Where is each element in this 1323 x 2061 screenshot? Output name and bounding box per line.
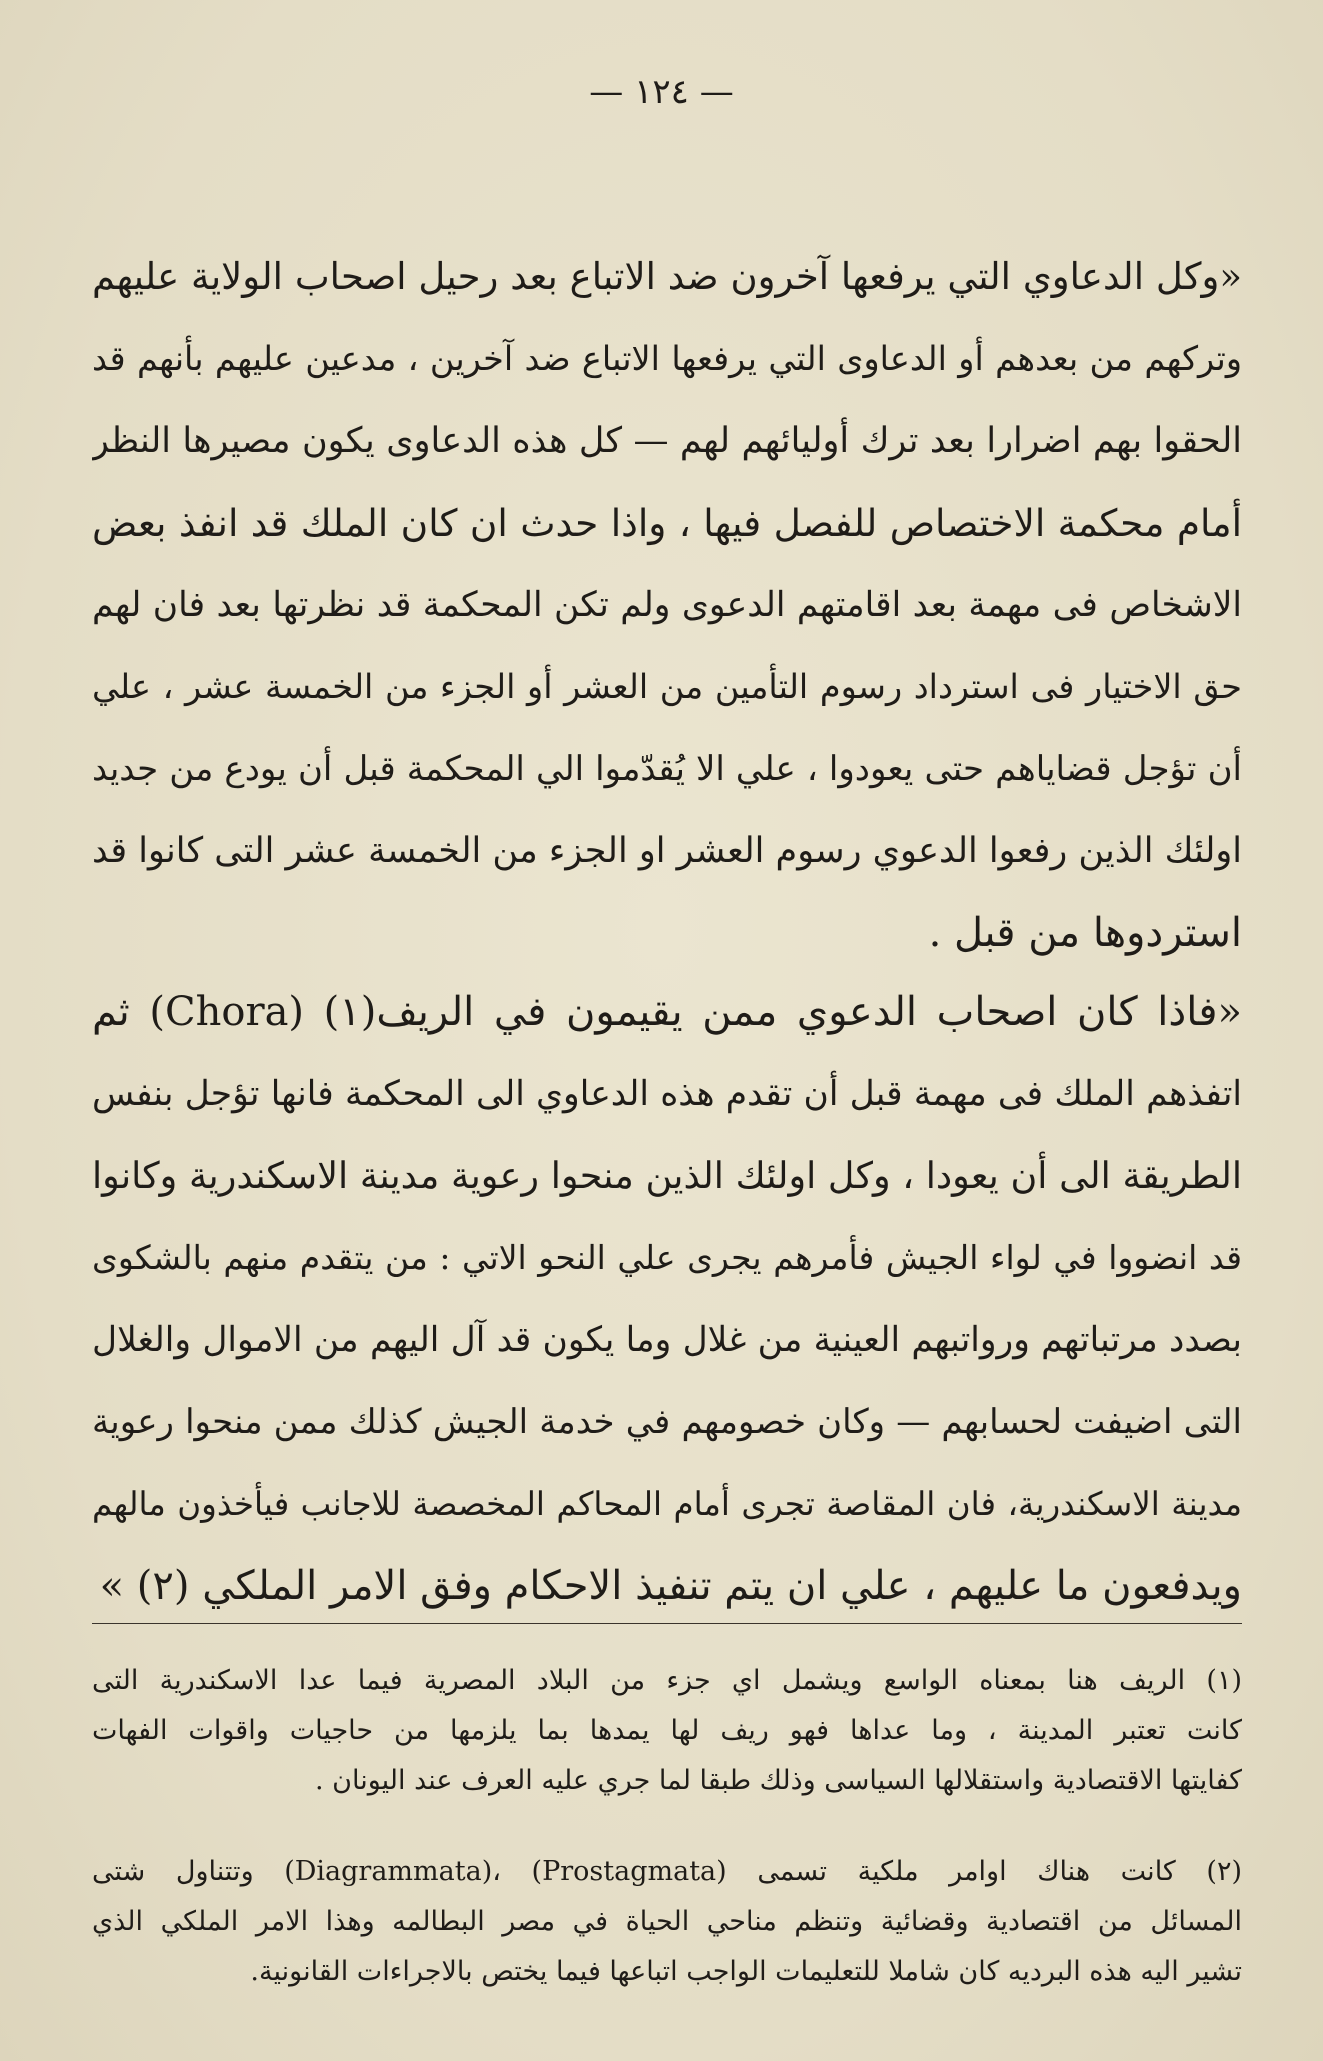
paragraph-1-line: استردوها من قبل . [928,910,1242,956]
footnote-2-line: تشير اليه هذه البرديه كان شاملا للتعليمات الواجب اتباعها فيما يختص بالاجراءات القانونية. [250,1956,1242,1987]
paragraph-2-line: اتفذهم الملك فى مهمة قبل أن تقدم هذه الدعاوي الى المحكمة فانها تؤجل بنفس [92,1074,1242,1114]
paragraph-1-line: حق الاختيار فى استرداد رسوم التأمين من العشر أو الجزء من الخمسة عشر ، علي [92,667,1242,706]
paragraph-2-line: ويدفعون ما عليهم ، علي ان يتم تنفيذ الاحكام وفق الامر الملكي (٢) » [99,1563,1242,1609]
footnote-1 [92,1656,1242,1806]
footnote-2-line: المسائل من اقتصادية وقضائية وتنظم مناحي الحياة في مصر البطالمه وهذا الامر الملكي الذي [92,1906,1242,1937]
paragraph-1-line: «وكل الدعاوي التي يرفعها آخرون ضد الاتباع بعد رحيل اصحاب الولاية عليهم [92,255,1242,298]
paragraph-2-line: مدينة الاسكندرية، فان المقاصة تجرى أمام المحاكم المخصصة للاجانب فيأخذون مالهم [92,1485,1242,1523]
footnote-separator [92,1623,1242,1624]
footnote-1-line: (١) الريف هنا بمعناه الواسع ويشمل اي جزء من البلاد المصرية فيما عدا الاسكندرية التى [92,1665,1242,1696]
paragraph-2-line: قد انضووا في لواء الجيش فأمرهم يجرى علي النحو الاتي : من يتقدم منهم بالشكوى [92,1238,1242,1277]
footnote-2 [92,1847,1242,1997]
footnote-1-line: كانت تعتبر المدينة ، وما عداها فهو ريف لها يمدها بما يلزمها من حاجيات واقوات الفهات [92,1715,1242,1746]
paragraph-2-line: الطريقة الى أن يعودا ، وكل اولئك الذين منحوا رعوية مدينة الاسكندرية وكانوا [92,1154,1242,1197]
paragraph-1-line: أن تؤجل قضاياهم حتى يعودوا ، علي الا يُقدّموا الي المحكمة قبل أن يودع من جديد [92,749,1242,789]
paragraph-2-line: بصدد مرتباتهم ورواتبهم العينية من غلال وما يكون قد آل اليهم من الاموال والغلال [92,1320,1242,1360]
paragraph-2-line: التى اضيفت لحسابهم — وكان خصومهم في خدمة الجيش كذلك ممن منحوا رعوية [92,1402,1242,1442]
paragraph-1-line: الحقوا بهم اضرارا بعد ترك أوليائهم لهم — كل هذه الدعاوى يكون مصيرها النظر [92,421,1242,461]
paragraph-1-line: اولئك الذين رفعوا الدعوي رسوم العشر او الجزء من الخمسة عشر التى كانوا قد [92,831,1242,871]
paragraph-1-line: وتركهم من بعدهم أو الدعاوى التي يرفعها الاتباع ضد آخرين ، مدعين عليهم بأنهم قد [92,339,1242,378]
paragraph-2 [92,971,1242,1627]
footnote-1-line: كفايتها الاقتصادية واستقلالها السياسى وذلك طبقا لما جري عليه العرف عند اليونان . [314,1765,1242,1796]
paragraph-1 [92,236,1242,974]
page-number: — ١٢٤ — [589,72,734,112]
paragraph-1-line: أمام محكمة الاختصاص للفصل فيها ، واذا حدث ان كان الملك قد انفذ بعض [92,501,1242,545]
footnote-2-line: (٢) كانت هناك اوامر ملكية تسمى (Prostagmata) ،(Diagrammata) وتتناول شتى [92,1856,1242,1887]
paragraph-2-line: «فاذا كان اصحاب الدعوي ممن يقيمون في الريف(١) (Chora) ثم [92,989,1242,1035]
paragraph-1-line: الاشخاص فى مهمة بعد اقامتهم الدعوى ولم تكن المحكمة قد نظرتها بعد فان لهم [92,585,1242,625]
